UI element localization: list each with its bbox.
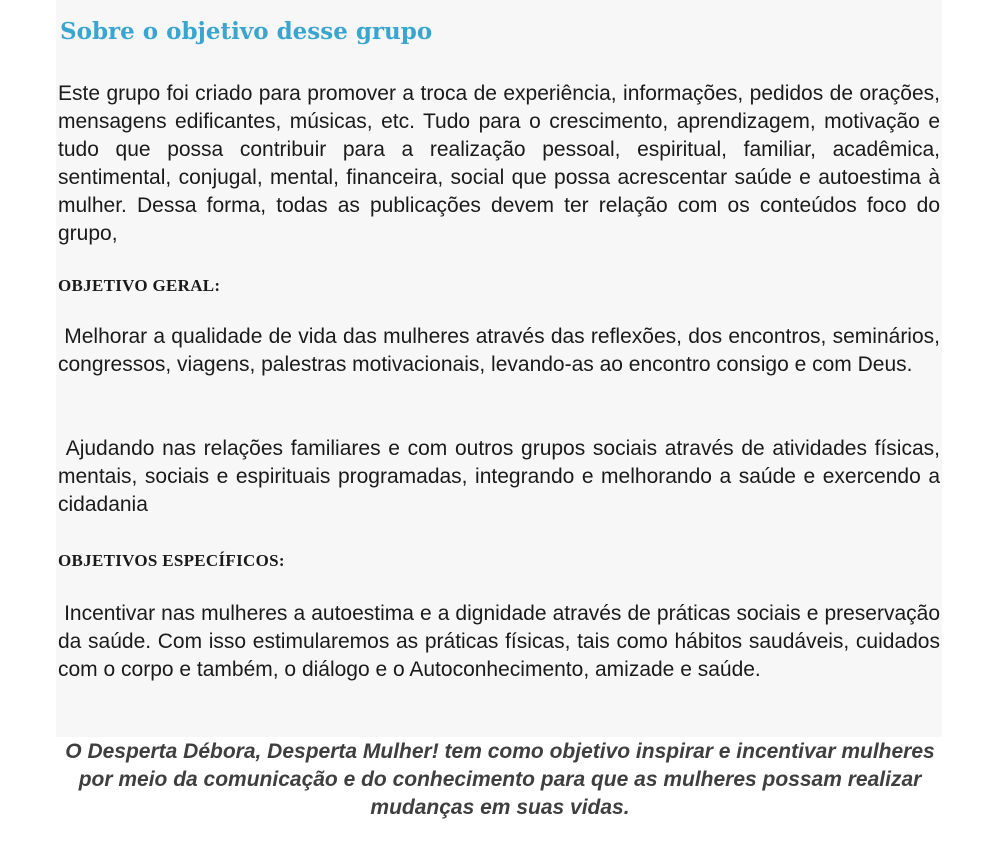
general-objective-paragraph-1: Melhorar a qualidade de vida das mulheres através das reflexões, dos encontros, seminários, congressos, viagens, palestras motivacionais, levando-as ao encontro consigo e com Deus. xyxy=(58,325,946,376)
page-title: Sobre o objetivo desse grupo xyxy=(60,18,433,45)
general-objective-paragraph-2: Ajudando nas relações familiares e com outros grupos sociais através de atividades físicas, mentais, sociais e espirituais programadas, integrando e melhorando a saúde e exercendo a cidadania xyxy=(58,437,946,516)
specific-objectives-paragraph: Incentivar nas mulheres a autoestima e a dignidade através de práticas sociais e preservação da saúde. Com isso estimularemos as práticas físicas, tais como hábitos saudáveis, cuidados com o corpo e também, o diálogo e o Autoconhecimento, amizade e saúde. xyxy=(58,602,946,681)
intro-paragraph: Este grupo foi criado para promover a troca de experiência, informações, pedidos de orações, mensagens edificantes, músicas, etc. Tudo para o crescimento, aprendizagem, motivação e tudo que possa contribuir para a realização pessoal, espiritual, familiar, acadêmica, sentimental, conjugal, mental, financeira, social que possa acrescentar saúde e autoestima à mulher. Dessa forma, todas as publicações devem ter relação com os conteúdos foco do grupo, xyxy=(58,82,940,245)
specific-objectives-heading: OBJETIVOS ESPECÍFICOS: xyxy=(58,551,285,570)
general-objective-heading: OBJETIVO GERAL: xyxy=(58,276,221,295)
mission-statement: O Desperta Débora, Desperta Mulher! tem como objetivo inspirar e incentivar mulheres por meio da comunicação e do conhecimento para que as mulheres possam realizar mudanças em suas vidas. xyxy=(65,740,935,819)
